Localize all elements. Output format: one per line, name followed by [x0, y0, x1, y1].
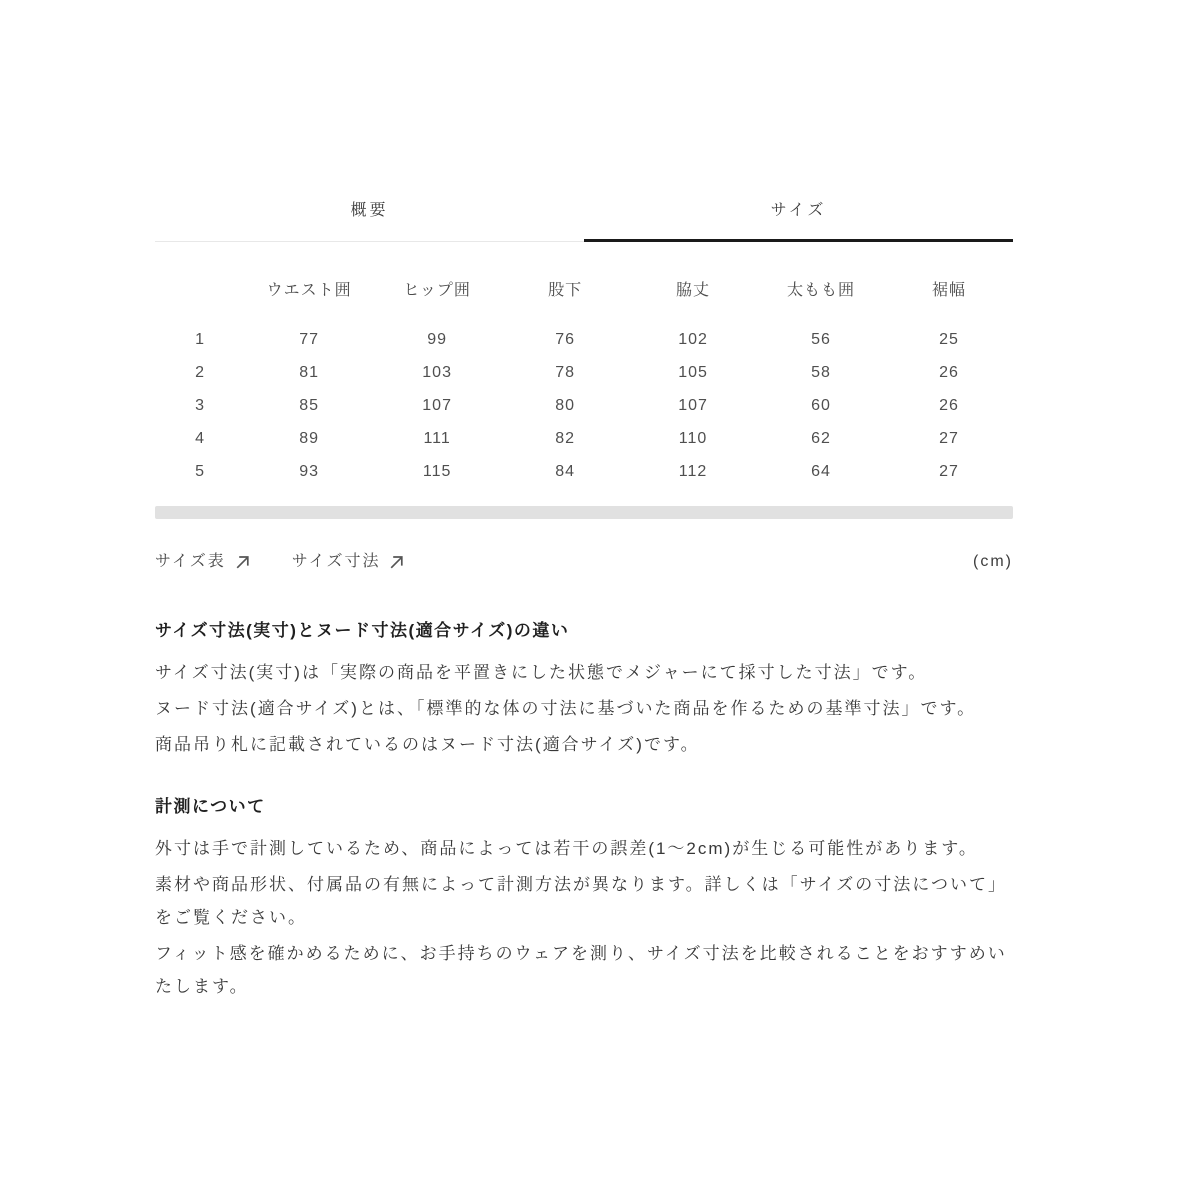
- measurement-column-header: ウエスト囲: [266, 282, 352, 299]
- section-paragraph: 外寸は手で計測しているため、商品によっては若干の誤差(1〜2cm)が生じる可能性があります。: [155, 839, 978, 858]
- measurement-column-header: 脇丈: [676, 282, 711, 299]
- size-chart-link-label: サイズ表: [155, 553, 226, 570]
- size-measurement-link-label: サイズ寸法: [291, 553, 381, 570]
- measurement-column-header: ヒップ囲: [403, 282, 471, 299]
- measurement-value: 62: [811, 430, 831, 447]
- section-paragraph: サイズ寸法(実寸)は「実際の商品を平置きにした状態でメジャーにて採寸した寸法」です。: [155, 663, 928, 682]
- measurement-value: 25: [939, 331, 959, 348]
- table-row: [155, 356, 1013, 389]
- size-label: 3: [195, 397, 206, 414]
- measurement-value: 103: [422, 364, 452, 381]
- section-measurement-note: [155, 790, 1013, 1003]
- table-row: [155, 422, 1013, 455]
- measurement-value: 64: [811, 463, 831, 480]
- measurement-value: 26: [939, 364, 959, 381]
- measurement-value: 60: [811, 397, 831, 414]
- measurement-value: 27: [939, 463, 959, 480]
- size-table-body: [155, 323, 1013, 488]
- measurement-column-header: 股下: [548, 282, 583, 299]
- measurement-value: 93: [299, 463, 320, 480]
- external-arrow-icon: [389, 555, 404, 570]
- measurement-value: 78: [555, 364, 575, 381]
- measurement-value: 105: [678, 364, 708, 381]
- measurement-value: 26: [939, 397, 959, 414]
- section-size-difference: [155, 614, 1013, 761]
- section-paragraph: 素材や商品形状、付属品の有無によって計測方法が異なります。詳しくは「サイズの寸法について」をご覧ください。: [155, 875, 1007, 927]
- measurement-value: 27: [939, 430, 959, 447]
- section-paragraph: 商品吊り札に記載されているのはヌード寸法(適合サイズ)です。: [155, 735, 700, 754]
- size-column-header: [155, 242, 245, 323]
- section-heading: サイズ寸法(実寸)とヌード寸法(適合サイズ)の違い: [155, 621, 570, 640]
- measurement-value: 107: [422, 397, 452, 414]
- measurement-value: 77: [299, 331, 320, 348]
- measurement-value: 89: [299, 430, 320, 447]
- measurement-value: 76: [555, 331, 575, 348]
- measurement-value: 56: [811, 331, 831, 348]
- size-table: [155, 242, 1013, 488]
- measurement-value: 112: [678, 463, 708, 480]
- tab-size[interactable]: サイズ: [584, 196, 1013, 242]
- size-chart-content: [155, 196, 1013, 1006]
- size-chart-link[interactable]: [155, 550, 250, 574]
- measurement-value: 111: [423, 430, 451, 447]
- table-row: [155, 389, 1013, 422]
- section-paragraph: ヌード寸法(適合サイズ)とは、「標準的な体の寸法に基づいた商品を作るための基準寸法」です。: [155, 699, 977, 718]
- table-row: [155, 455, 1013, 488]
- table-row: [155, 323, 1013, 356]
- size-label: 2: [195, 364, 206, 381]
- tab-overview[interactable]: 概要: [155, 196, 584, 242]
- measurement-value: 102: [678, 331, 708, 348]
- size-measurement-link[interactable]: [292, 550, 405, 574]
- measurement-value: 82: [555, 430, 575, 447]
- size-label: 1: [195, 331, 206, 348]
- measurement-value: 115: [422, 463, 452, 480]
- section-heading: 計測について: [155, 797, 266, 816]
- table-header-row: [155, 242, 1013, 323]
- external-arrow-icon: [235, 555, 250, 570]
- measurement-value: 110: [678, 430, 708, 447]
- tab-bar: [155, 196, 1013, 242]
- section-paragraph: フィット感を確かめるために、お手持ちのウェアを測り、サイズ寸法を比較されることをおすすめいたします。: [155, 944, 1007, 996]
- links-row: [155, 550, 1013, 574]
- measurement-value: 85: [299, 397, 320, 414]
- measurement-value: 107: [678, 397, 708, 414]
- measurement-value: 84: [555, 463, 575, 480]
- measurement-value: 58: [811, 364, 831, 381]
- measurement-value: 80: [555, 397, 575, 414]
- measurement-value: 99: [427, 331, 448, 348]
- size-label: 4: [195, 430, 206, 447]
- size-label: 5: [195, 463, 206, 480]
- horizontal-scrollbar[interactable]: [155, 506, 1013, 519]
- measurement-value: 81: [299, 364, 320, 381]
- unit-label: (cm): [973, 553, 1013, 570]
- measurement-column-header: 太もも囲: [787, 282, 856, 299]
- measurement-column-header: 裾幅: [932, 282, 967, 299]
